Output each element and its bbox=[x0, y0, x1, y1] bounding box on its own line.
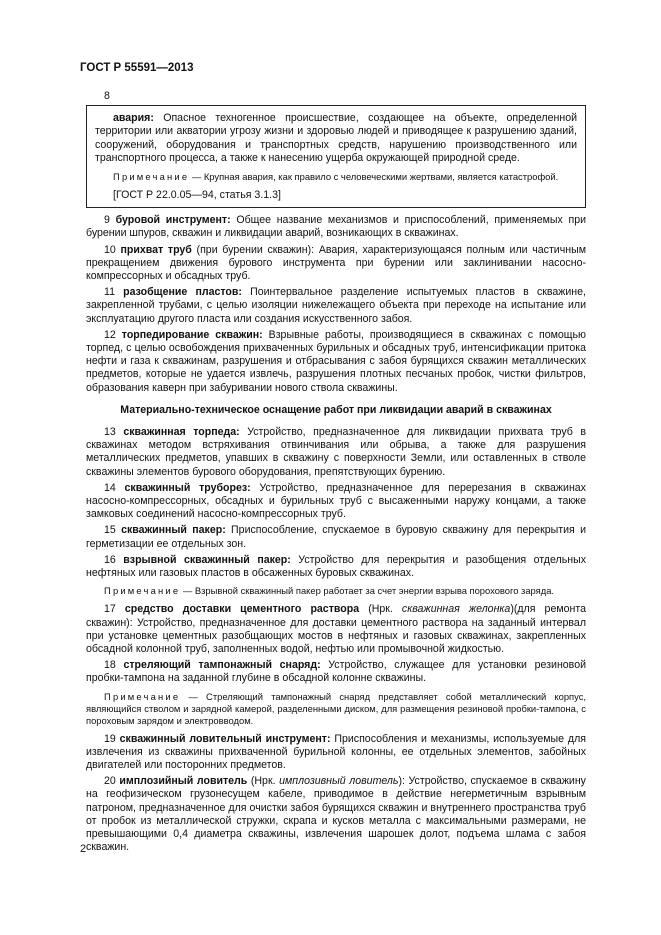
term-definition: Устройство, служащее для установки резиновой пробки-тампона на заданной глубине в обсадной колонне скважины. bbox=[86, 659, 586, 685]
term-prefix: (Нрк. bbox=[359, 603, 402, 616]
term-entry bbox=[86, 286, 586, 326]
term-definition: Устройство для перекрытия и разобщения отдельных нефтяных или газовых пластов в обсаженных буровых скважинах. bbox=[86, 553, 586, 580]
term-definition: Взрывные работы, производящиеся в скважинах с помощью торпед, с целью освобождения прихваченных бурильных и обсадных труб, интенсификации притока нефти и газа к скважинам, разрушения и отбрасывания с забоя бурящихся скважин металлических предметов, которые не удается извлечь, разрушения плотных песчаных пробок, чистки фильтров, образования каверн при забуривании нового ствола скважины. bbox=[86, 328, 586, 394]
note-text: — Крупная авария, как правило с человеческими жертвами, является катастрофой. bbox=[189, 171, 559, 183]
term-number: 10 bbox=[104, 243, 116, 256]
term-number: 12 bbox=[104, 328, 116, 341]
term-name: скважинная торпеда: bbox=[123, 426, 240, 439]
term-name: скважинный ловительный инструмент: bbox=[119, 732, 331, 745]
term-definition: )(для ремонта скважин): Устройство, предназначенное для доставки цементного раствора на заданный интервал при установке цементных разобщающих мостов в нефтяных и газовых скважинах, закрепленных обсадной колонной труб, заполненных водой, нефтью или промывочной жидкостью. bbox=[86, 603, 586, 655]
reference: [ГОСТ Р 22.0.05—94, статья 3.1.3] bbox=[113, 189, 281, 202]
term-entry bbox=[86, 733, 586, 773]
term-entry bbox=[86, 426, 586, 479]
document-header: ГОСТ Р 55591—2013 bbox=[80, 62, 194, 74]
term-definition: ): Устройство, спускаемое в скважину на геофизическом грузонесущем кабеле, приводимое в действие негерметичным взрывным патроном, предназначенное для очистки забоя бурящихся скважин и внутреннего пространства труб от пробок из металлической стружки, скрапа и кусков металла с максимальными размерами, не превышающими 0,4 диаметра скважины, извлечения шарошек долот, подъема шлама с забоя скважин. bbox=[86, 775, 586, 854]
term-name: средство доставки цементного раствора bbox=[124, 603, 360, 616]
term-entry bbox=[86, 603, 586, 656]
term-definition: (при бурении скважин): Авария, характеризующаяся полным или частичным прекращением движения бурового инструмента при бурении или заклинивании насосно-компрессорных и обсадных труб. bbox=[86, 243, 586, 283]
term-entry bbox=[86, 554, 586, 580]
term-name: торпедирование скважин: bbox=[121, 328, 263, 341]
term-name: скважинный труборез: bbox=[124, 481, 251, 494]
term-name: скважинный пакер: bbox=[121, 524, 226, 537]
term-entry bbox=[86, 214, 586, 240]
term-prefix: (Нрк. bbox=[247, 775, 280, 788]
page-number: 2 bbox=[80, 843, 87, 855]
deprecated-term: скважинная желонка bbox=[401, 603, 511, 616]
term-number: 18 bbox=[104, 659, 116, 672]
note-text: — Взрывной скважинный пакер работает за счет энергии взрыва порохового заряда. bbox=[180, 585, 555, 597]
term-number: 19 bbox=[104, 732, 116, 745]
term-definition: Устройство, предназначенное для перерезания в скважинах насосно-компрессорных, обсадных и бурильных труб с высаженными наружу концами, а также замковых соединений насосно-компрессорных труб. bbox=[86, 481, 586, 521]
note bbox=[86, 585, 586, 597]
term-name: имплозийный ловитель bbox=[119, 775, 248, 788]
note bbox=[95, 171, 577, 183]
term-entry bbox=[86, 329, 586, 395]
term-name: разобщение пластов: bbox=[123, 286, 242, 299]
term-number: 15 bbox=[104, 524, 116, 537]
note-label: Примечание bbox=[104, 690, 181, 702]
term-definition: Опасное техногенное происшествие, создающее на объекте, определенной территории или акватории угрозу жизни и здоровью людей и приводящее к разрушению зданий, сооружений, оборудования и транспортных средств, нарушению производственного или транспортного процесса, а также к нанесению ущерба окружающей природной среде. bbox=[95, 112, 577, 164]
term-name: стреляющий тампонажный снаряд: bbox=[123, 659, 321, 672]
term-entry bbox=[86, 659, 586, 685]
term-entry bbox=[86, 775, 586, 854]
term-number: 13 bbox=[104, 426, 116, 439]
term-definition: Общее название механизмов и приспособлений, применяемых при бурении шпуров, скважин и ликвидации аварий, возникающих в скважинах. bbox=[86, 214, 586, 240]
term-number: 14 bbox=[104, 481, 116, 494]
term-entry bbox=[86, 482, 586, 522]
referenced-term-box bbox=[86, 105, 586, 208]
term-definition: Приспособления и механизмы, используемые для извлечения из скважины прихваченной бурильной колонны, ее отдельных элементов, забойных двигателей или посторонних предметов. bbox=[86, 732, 586, 771]
term-number: 20 bbox=[104, 775, 116, 788]
term-definition: Устройство, предназначенное для ликвидации прихвата труб в скважинах методом встряхивания отвинчивания или обрыва, а также для разрушения металлических предметов, упавших в скважину с поверхности Земли, или оставленных в стволе скважины элементов бурового оборудования, препятствующих бурению. bbox=[86, 426, 586, 478]
note-label: Примечание bbox=[104, 585, 181, 597]
term-entry bbox=[86, 244, 586, 284]
term-name: авария: bbox=[113, 112, 154, 125]
term-name: прихват труб bbox=[120, 243, 192, 256]
term-number: 8 bbox=[104, 90, 110, 102]
section-title: Материально-техническое оснащение работ при ликвидации аварий в скважинах bbox=[120, 403, 552, 416]
term-entry bbox=[86, 524, 586, 550]
deprecated-term: имплозивный ловитель bbox=[279, 775, 399, 788]
term-name: взрывной скважинный пакер: bbox=[123, 553, 291, 566]
term-definition: Поинтервальное разделение испытуемых пластов в скважине, закрепленной трубами, с целью изоляции нижележащего объекта при переходе на испытание или эксплуатацию другого пласта или создания искусственного забоя. bbox=[86, 286, 586, 325]
note-text: — Стреляющий тампонажный снаряд представляет собой металлический корпус, являющийся стволом и зарядной камерой, разделенными диском, для размещения резиновой пробки-тампона, с пороховым зарядом и электровводом. bbox=[86, 690, 586, 726]
term-name: буровой инструмент: bbox=[115, 214, 231, 227]
term-number: 9 bbox=[104, 214, 110, 227]
note bbox=[86, 691, 586, 727]
term-definition: Приспособление, спускаемое в буровую скважину для перекрытия и герметизации ее отдельных зон. bbox=[86, 524, 586, 550]
term-number: 17 bbox=[104, 603, 116, 616]
term-entry bbox=[95, 112, 577, 165]
document-body bbox=[86, 90, 586, 857]
term-number: 16 bbox=[104, 553, 116, 566]
term-number: 11 bbox=[104, 286, 115, 299]
note-label: Примечание bbox=[113, 171, 190, 183]
